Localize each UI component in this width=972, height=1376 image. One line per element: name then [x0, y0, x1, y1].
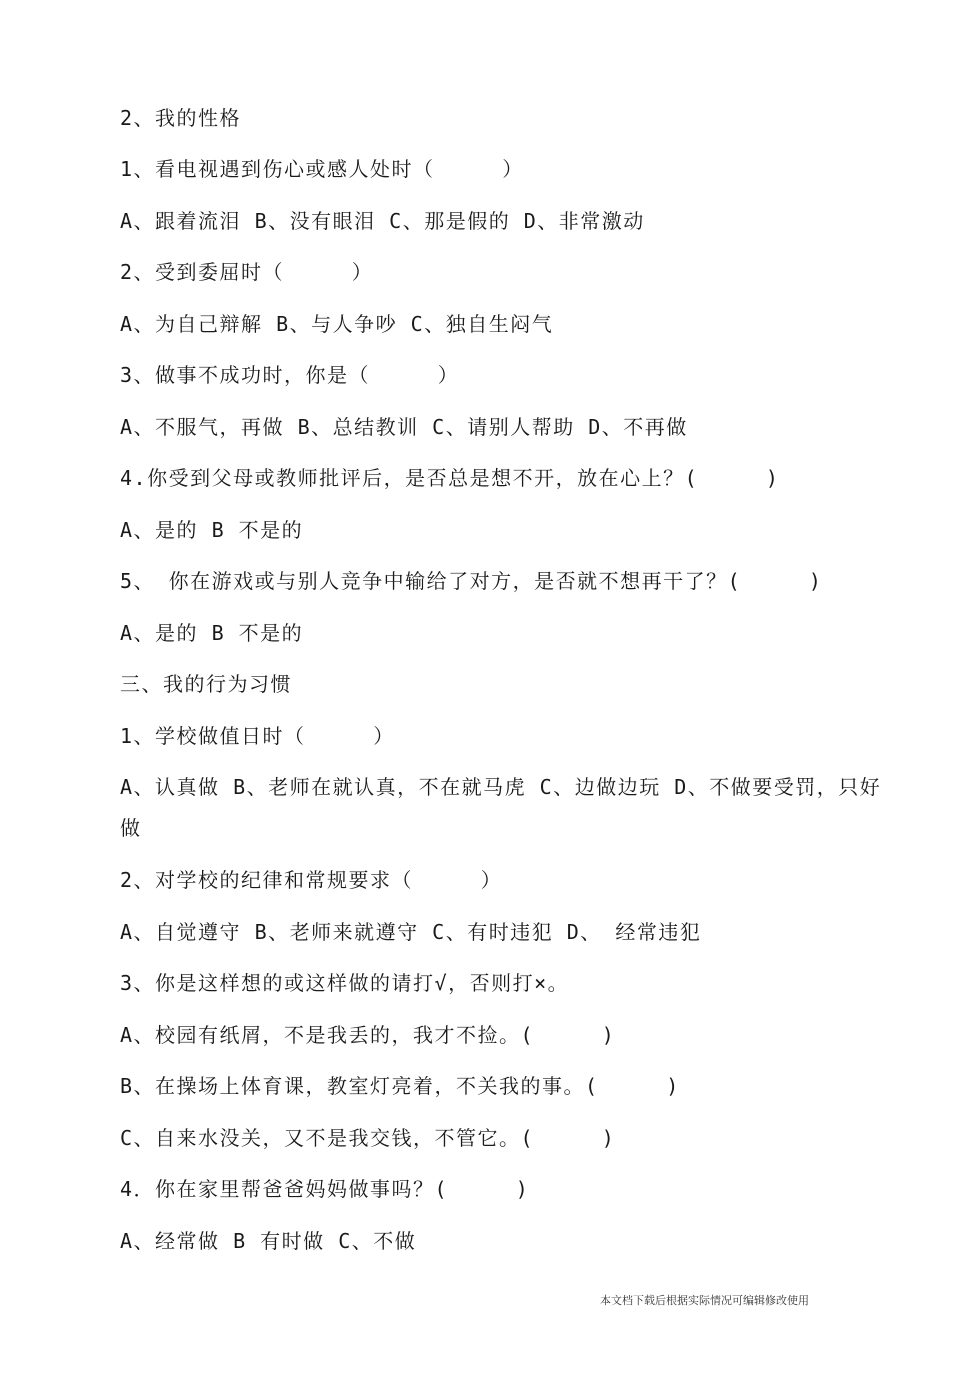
- question-line: 4．你在家里帮爸爸妈妈做事吗？( ): [120, 1177, 530, 1201]
- question-line: 3、你是这样想的或这样做的请打√，否则打×。: [120, 971, 570, 995]
- options-line-continued: 做: [120, 816, 142, 840]
- options-line: A、为自己辩解 B、与人争吵 C、独自生闷气: [120, 312, 554, 336]
- question-line: 4.你受到父母或教师批评后，是否总是想不开，放在心上？( ): [120, 466, 780, 490]
- section-heading-habits: 三、我的行为习惯: [120, 672, 292, 696]
- statement-line: B、在操场上体育课，教室灯亮着，不关我的事。( ): [120, 1074, 680, 1098]
- statement-line: A、校园有纸屑，不是我丢的，我才不捡。( ): [120, 1023, 616, 1047]
- footer-note: 本文档下载后根据实际情况可编辑修改使用: [600, 1294, 809, 1307]
- options-line: A、自觉遵守 B、老师来就遵守 C、有时违犯 D、 经常违犯: [120, 920, 702, 944]
- options-line: A、认真做 B、老师在就认真，不在就马虎 C、边做边玩 D、不做要受罚，只好: [120, 775, 882, 799]
- statement-line: C、自来水没关，又不是我交钱，不管它。( ): [120, 1126, 616, 1150]
- question-line: 1、学校做值日时（ ）: [120, 724, 395, 748]
- question-line: 5、 你在游戏或与别人竞争中输给了对方，是否就不想再干了？( ): [120, 569, 823, 593]
- options-line: A、是的 B 不是的: [120, 518, 304, 542]
- question-line: 2、对学校的纪律和常规要求（ ）: [120, 868, 503, 892]
- options-line: A、不服气，再做 B、总结教训 C、请别人帮助 D、不再做: [120, 415, 688, 439]
- question-line: 2、受到委屈时（ ）: [120, 260, 374, 284]
- section-heading-personality: 2、我的性格: [120, 106, 242, 130]
- options-line: A、跟着流泪 B、没有眼泪 C、那是假的 D、非常激动: [120, 209, 645, 233]
- options-line: A、经常做 B 有时做 C、不做: [120, 1229, 417, 1253]
- question-line: 1、看电视遇到伤心或感人处时（ ）: [120, 157, 524, 181]
- question-line: 3、做事不成功时，你是（ ）: [120, 363, 460, 387]
- options-line: A、是的 B 不是的: [120, 621, 304, 645]
